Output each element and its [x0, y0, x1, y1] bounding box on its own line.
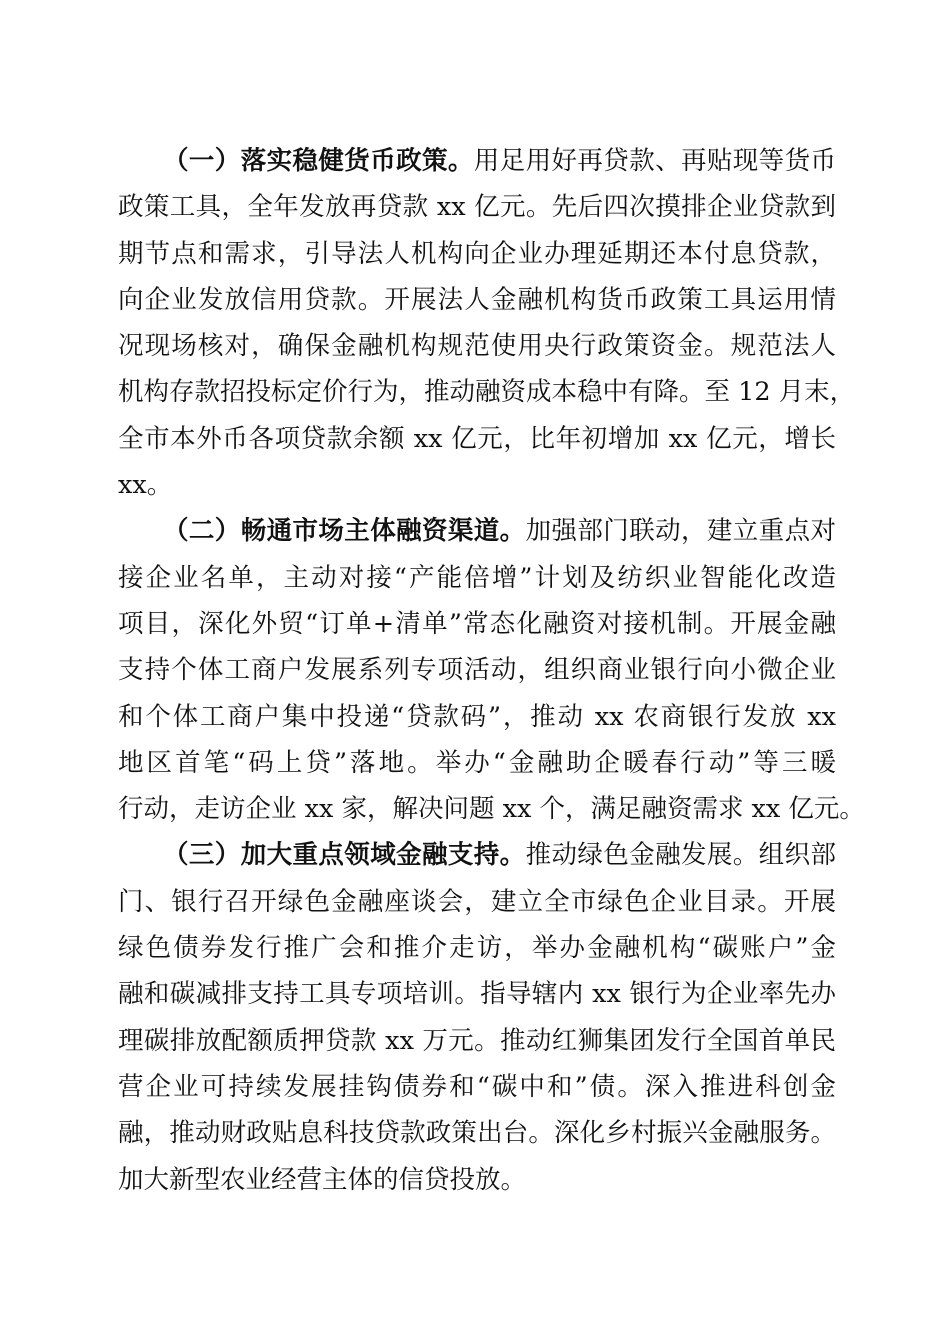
paragraph-3-text: 推动绿色金融发展。组织部 [525, 840, 836, 871]
paragraph-2-line-4: 支持个体工商户发展系列专项活动，组织商业银行向小微企业 [118, 655, 836, 686]
paragraph-3-line-5: 理碳排放配额质押贷款 xx 万元。推动红狮集团发行全国首单民 [118, 1025, 836, 1056]
paragraph-2-line-6: 地区首笔“码上贷”落地。举办“金融助企暖春行动”等三暖 [118, 747, 836, 778]
paragraph-3-line-2: 门、银行召开绿色金融座谈会，建立全市绿色企业目录。开展 [118, 886, 836, 917]
paragraph-2-text: 加强部门联动，建立重点对 [525, 516, 836, 547]
paragraph-3-line-4: 融和碳减排支持工具专项培训。指导辖内 xx 银行为企业率先办 [118, 979, 836, 1010]
paragraph-3-line-1 [118, 832, 836, 878]
paragraph-2-line-1 [118, 508, 836, 554]
paragraph-1-line-7: 全市本外币各项贷款余额 xx 亿元，比年初增加 xx 亿元，增长 [118, 423, 836, 454]
paragraph-1-line-4: 向企业发放信用贷款。开展法人金融机构货币政策工具运用情 [118, 284, 836, 315]
paragraph-1-line-1 [118, 138, 836, 184]
document-body [118, 138, 865, 1203]
paragraph-3-line-6: 营企业可持续发展挂钩债券和“碳中和”债。深入推进科创金 [118, 1071, 836, 1102]
paragraph-3-line-8: 加大新型农业经营主体的信贷投放。 [118, 1164, 527, 1195]
paragraph-2-line-3: 项目，深化外贸“订单+清单”常态化融资对接机制。开展金融 [118, 608, 836, 639]
paragraph-3-line-7: 融，推动财政贴息科技贷款政策出台。深化乡村振兴金融服务。 [118, 1118, 836, 1149]
paragraph-1-line-8: xx。 [118, 470, 173, 501]
paragraph-3-line-3: 绿色债券发行推广会和推介走访，举办金融机构“碳账户”金 [118, 933, 836, 964]
paragraph-1-text: 用足用好再贷款、再贴现等货币 [473, 146, 836, 176]
paragraph-2-line-2: 接企业名单，主动对接“产能倍增”计划及纺织业智能化改造 [118, 562, 836, 593]
paragraph-1-line-2: 政策工具，全年发放再贷款 xx 亿元。先后四次摸排企业贷款到 [118, 192, 836, 223]
paragraph-1-line-6: 机构存款招投标定价行为，推动融资成本稳中有降。至 12 月末， [118, 377, 856, 408]
paragraph-1-line-3: 期节点和需求，引导法人机构向企业办理延期还本付息贷款， [118, 238, 836, 269]
paragraph-2-heading: （二）畅通市场主体融资渠道。 [163, 516, 526, 547]
paragraph-2-line-7: 行动，走访企业 xx 家，解决问题 xx 个，满足融资需求 xx 亿元。 [118, 794, 865, 825]
paragraph-1-heading: （一）落实稳健货币政策。 [163, 146, 474, 176]
paragraph-2-line-5: 和个体工商户集中投递“贷款码”，推动 xx 农商银行发放 xx [118, 701, 836, 732]
paragraph-1-line-5: 况现场核对，确保金融机构规范使用央行政策资金。规范法人 [118, 331, 836, 362]
paragraph-3-heading: （三）加大重点领域金融支持。 [163, 840, 526, 871]
